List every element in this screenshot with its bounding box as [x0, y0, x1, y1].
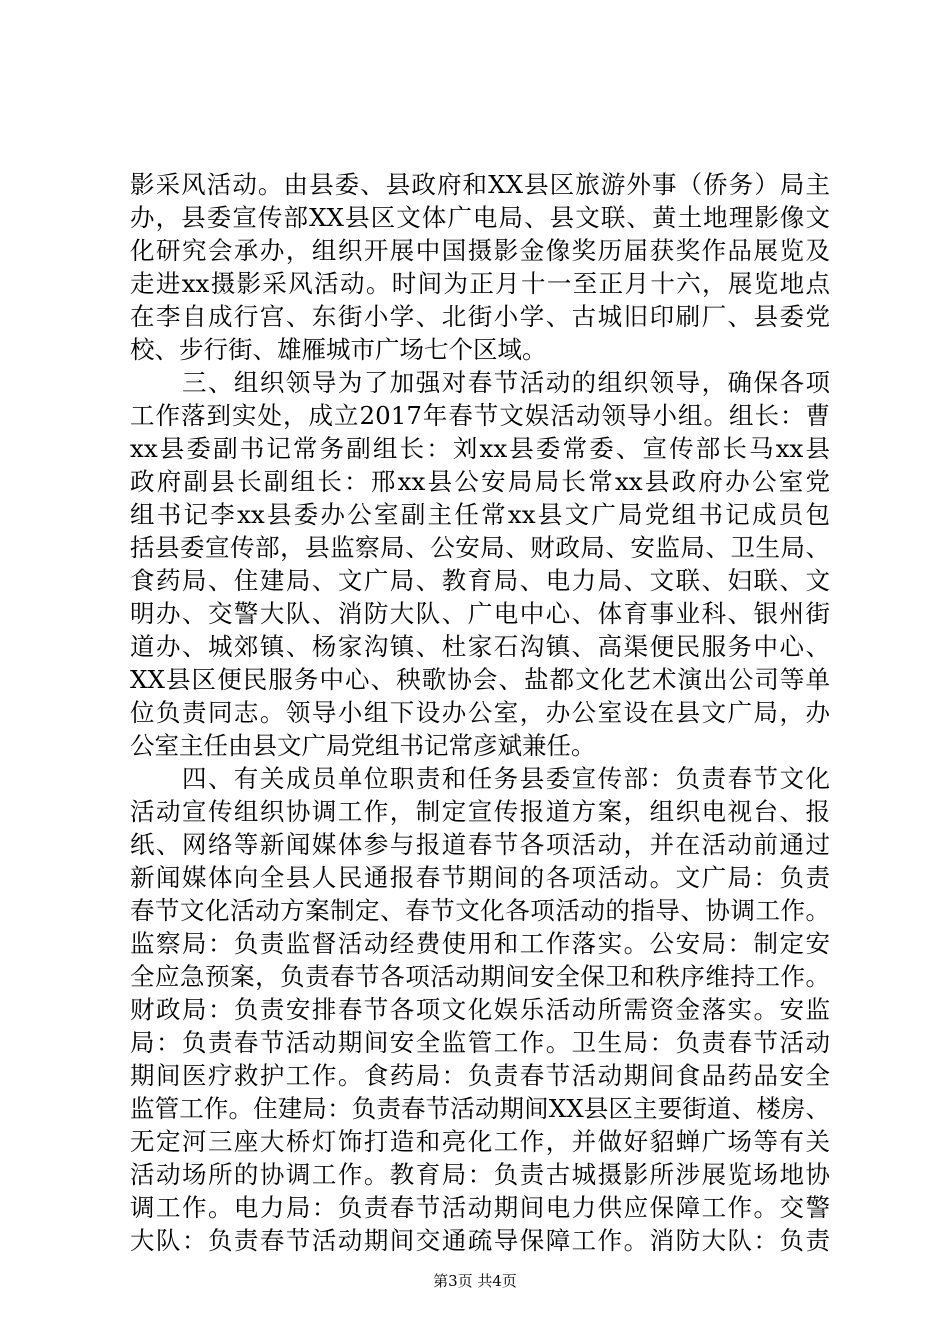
text-line: 大队：负责春节活动期间交通疏导保障工作。消防大队：负责 — [130, 1226, 830, 1255]
text-line: 影采风活动。由县委、县政府和XX县区旅游外事（侨务）局主 — [130, 170, 830, 199]
text-line: 三、组织领导为了加强对春节活动的组织领导，确保各项 — [130, 368, 830, 397]
text-line: 四、有关成员单位职责和任务县委宣传部：负责春节文化 — [130, 764, 830, 793]
text-line: 局：负责春节活动期间安全监管工作。卫生局：负责春节活动 — [130, 1028, 830, 1057]
text-line: 新闻媒体向全县人民通报春节期间的各项活动。文广局：负责 — [130, 863, 830, 892]
text-line: 化研究会承办，组织开展中国摄影金像奖历届获奖作品展览及 — [130, 236, 830, 265]
text-line: 调工作。电力局：负责春节活动期间电力供应保障工作。交警 — [130, 1193, 830, 1222]
text-line: 组书记李xx县委办公室副主任常xx县文广局党组书记成员包 — [130, 500, 830, 529]
text-line: 公室主任由县文广局党组书记常彦斌兼任。 — [130, 731, 596, 760]
text-line: 明办、交警大队、消防大队、广电中心、体育事业科、银州街 — [130, 599, 830, 628]
text-line: 政府副县长副组长：邢xx县公安局局长常xx县政府办公室党 — [130, 467, 830, 496]
text-line: 财政局：负责安排春节各项文化娱乐活动所需资金落实。安监 — [130, 995, 830, 1024]
text-line: 工作落到实处，成立2017年春节文娱活动领导小组。组长：曹 — [130, 401, 830, 430]
text-line: 期间医疗救护工作。食药局：负责春节活动期间食品药品安全 — [130, 1061, 830, 1090]
text-line: 活动宣传组织协调工作，制定宣传报道方案，组织电视台、报 — [130, 797, 830, 826]
text-line: 监管工作。住建局：负责春节活动期间XX县区主要街道、楼房、 — [130, 1094, 830, 1123]
text-line: 食药局、住建局、文广局、教育局、电力局、文联、妇联、文 — [130, 566, 830, 595]
text-line: 纸、网络等新闻媒体参与报道春节各项活动，并在活动前通过 — [130, 830, 830, 859]
text-line: 无定河三座大桥灯饰打造和亮化工作，并做好貂蝉广场等有关 — [130, 1127, 830, 1156]
text-line: 活动场所的协调工作。教育局：负责古城摄影所涉展览场地协 — [130, 1160, 830, 1189]
text-line: XX县区便民服务中心、秧歌协会、盐都文化艺术演出公司等单 — [130, 665, 830, 694]
text-line: 校、步行街、雄雁城市广场七个区域。 — [130, 335, 547, 364]
text-line: 在李自成行宫、东街小学、北街小学、古城旧印刷厂、县委党 — [130, 302, 830, 331]
text-line: 监察局：负责监督活动经费使用和工作落实。公安局：制定安 — [130, 929, 830, 958]
text-line: xx县委副书记常务副组长：刘xx县委常委、宣传部长马xx县 — [130, 434, 830, 463]
document-body — [130, 168, 830, 1257]
text-line: 办，县委宣传部XX县区文体广电局、县文联、黄土地理影像文 — [130, 203, 830, 232]
text-line: 括县委宣传部，县监察局、公安局、财政局、安监局、卫生局、 — [130, 533, 830, 562]
text-line: 道办、城郊镇、杨家沟镇、杜家石沟镇、高渠便民服务中心、 — [130, 632, 830, 661]
page-number-footer: 第3页 共4页 — [433, 1272, 517, 1290]
text-line: 走进xx摄影采风活动。时间为正月十一至正月十六，展览地点 — [130, 269, 830, 298]
text-line: 全应急预案，负责春节各项活动期间安全保卫和秩序维持工作。 — [130, 962, 830, 991]
text-line: 位负责同志。领导小组下设办公室，办公室设在县文广局，办 — [130, 698, 830, 727]
text-line: 春节文化活动方案制定、春节文化各项活动的指导、协调工作。 — [130, 896, 830, 925]
